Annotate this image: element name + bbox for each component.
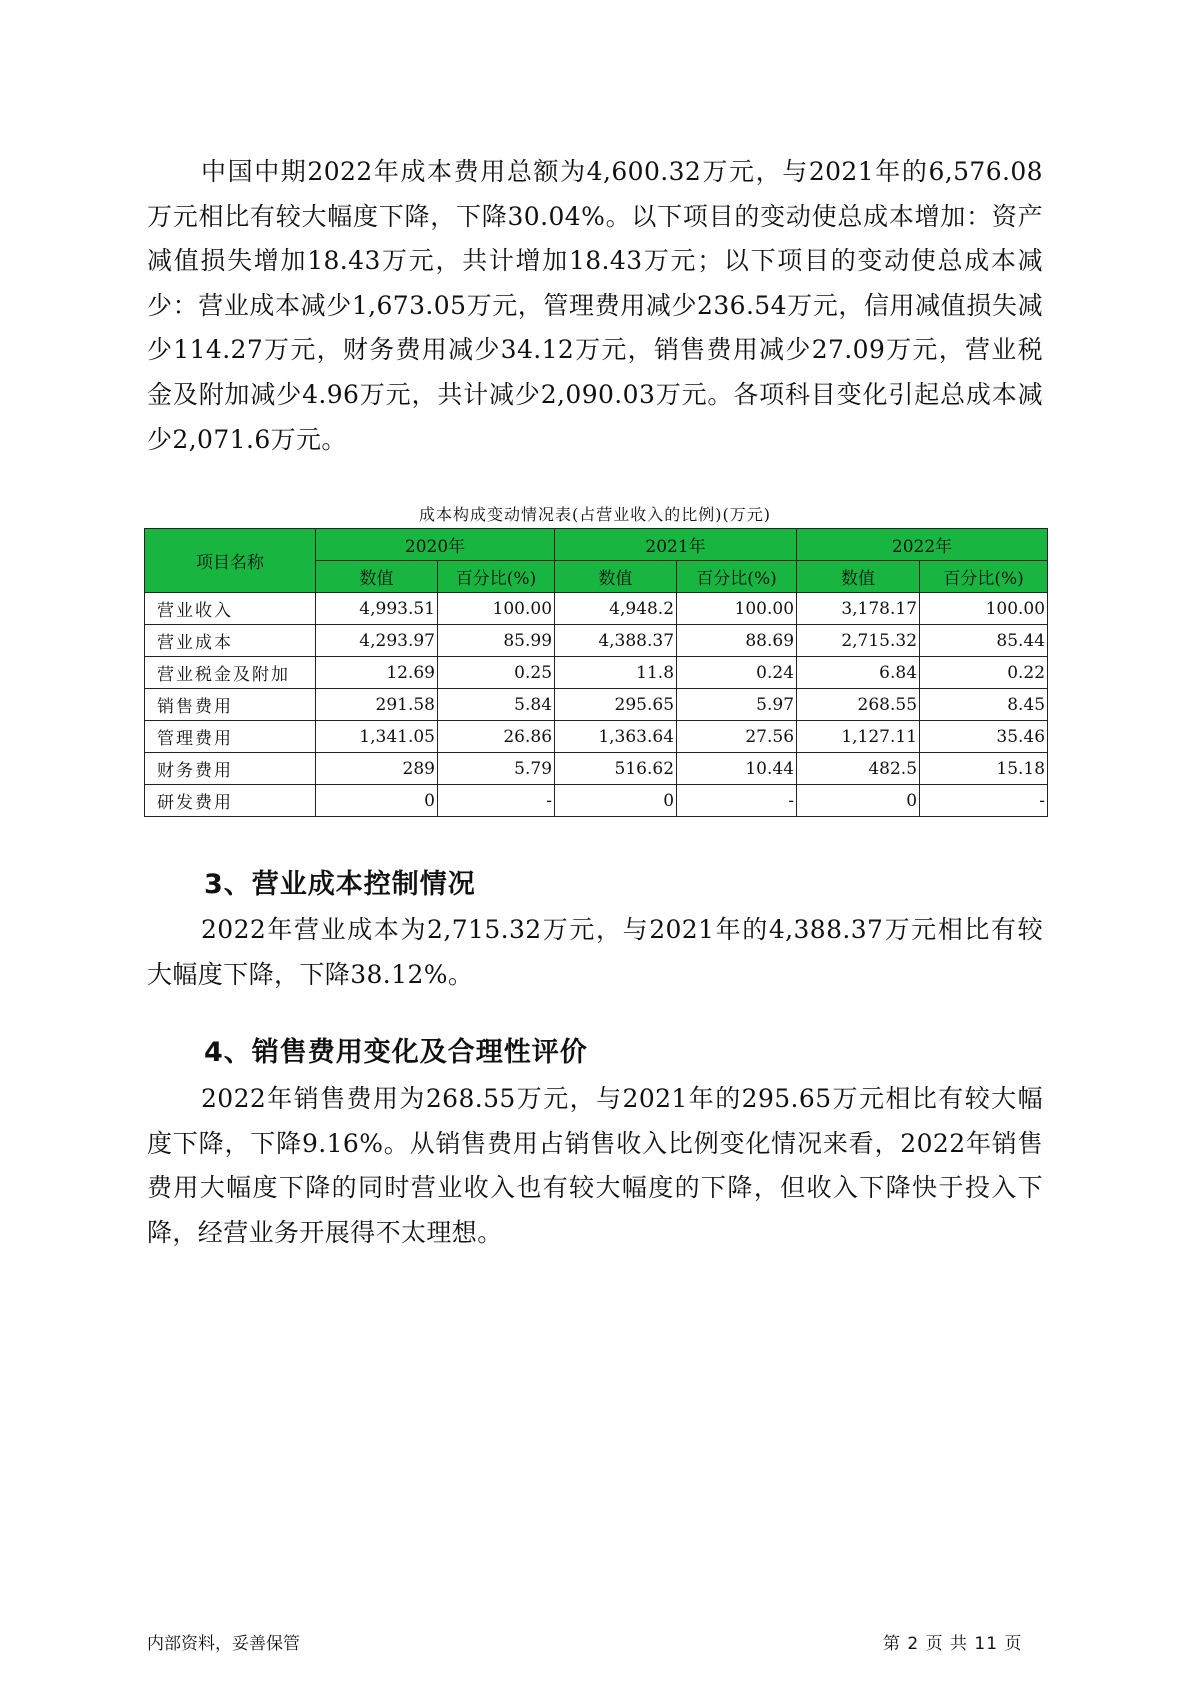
percent-cell: 88.69 (677, 625, 797, 657)
value-cell: 12.69 (316, 657, 438, 689)
section-heading-cost-control: 3、营业成本控制情况 (204, 869, 476, 900)
value-cell: 4,948.2 (555, 593, 677, 625)
value-cell: 1,127.11 (797, 721, 920, 753)
percent-cell: 5.97 (677, 689, 797, 721)
table-row (145, 753, 1048, 785)
row-label: 销售费用 (145, 689, 316, 721)
header-value: 数值 (555, 561, 677, 593)
header-year-2020: 2020年 (316, 529, 555, 561)
value-cell: 4,993.51 (316, 593, 438, 625)
sales-expense-paragraph: 2022年销售费用为268.55万元，与2021年的295.65万元相比有较大幅度下降，下降9.16%。从销售费用占销售收入比例变化情况来看，2022年销售费用大幅度下降的同时营业收入也有较大幅度的下降，但收入下降快于投入下降，经营业务开展得不太理想。 (147, 1084, 1043, 1247)
percent-cell: 85.99 (438, 625, 555, 657)
percent-cell: 5.79 (438, 753, 555, 785)
row-label: 营业税金及附加 (145, 657, 316, 689)
percent-cell: - (677, 785, 797, 817)
value-cell: 0 (555, 785, 677, 817)
footer-confidential-note: 内部资料，妥善保管 (147, 1634, 300, 1654)
value-cell: 6.84 (797, 657, 920, 689)
percent-cell: 15.18 (920, 753, 1048, 785)
header-percent: 百分比(%) (677, 561, 797, 593)
header-percent: 百分比(%) (438, 561, 555, 593)
percent-cell: 5.84 (438, 689, 555, 721)
value-cell: 2,715.32 (797, 625, 920, 657)
value-cell: 289 (316, 753, 438, 785)
percent-cell: 100.00 (677, 593, 797, 625)
value-cell: 291.58 (316, 689, 438, 721)
header-item-name: 项目名称 (145, 529, 316, 593)
cost-control-paragraph: 2022年营业成本为2,715.32万元，与2021年的4,388.37万元相比有较大幅度下降，下降38.12%。 (147, 915, 1043, 989)
row-label: 营业收入 (145, 593, 316, 625)
percent-cell: 0.24 (677, 657, 797, 689)
percent-cell: 85.44 (920, 625, 1048, 657)
value-cell: 0 (316, 785, 438, 817)
cost-structure-table (144, 528, 1048, 817)
header-value: 数值 (316, 561, 438, 593)
table-caption: 成本构成变动情况表(占营业收入的比例)(万元) (419, 505, 771, 524)
value-cell: 0 (797, 785, 920, 817)
intro-paragraph: 中国中期2022年成本费用总额为4,600.32万元，与2021年的6,576.08万元相比有较大幅度下降，下降30.04%。以下项目的变动使总成本增加：资产减值损失增加18.43万元，共计增加18.43万元；以下项目的变动使总成本减少：营业成本减少1,673.05万元，管理费用减少236.54万元，信用减值损失减少114.27万元，财务费用减少34.12万元，销售费用减少27.09万元，营业税金及附加减少4.96万元，共计减少2,090.03万元。各项科目变化引起总成本减少2,071.6万元。 (147, 157, 1043, 454)
table-row (145, 721, 1048, 753)
percent-cell: 27.56 (677, 721, 797, 753)
header-year-2021: 2021年 (555, 529, 797, 561)
value-cell: 1,341.05 (316, 721, 438, 753)
percent-cell: 100.00 (438, 593, 555, 625)
footer-page-number: 第 2 页 共 11 页 (883, 1634, 1023, 1654)
value-cell: 295.65 (555, 689, 677, 721)
percent-cell: - (920, 785, 1048, 817)
percent-cell: 26.86 (438, 721, 555, 753)
header-percent: 百分比(%) (920, 561, 1048, 593)
value-cell: 4,388.37 (555, 625, 677, 657)
table-row (145, 593, 1048, 625)
percent-cell: 0.22 (920, 657, 1048, 689)
row-label: 研发费用 (145, 785, 316, 817)
value-cell: 3,178.17 (797, 593, 920, 625)
value-cell: 11.8 (555, 657, 677, 689)
percent-cell: 0.25 (438, 657, 555, 689)
table-row (145, 657, 1048, 689)
percent-cell: 35.46 (920, 721, 1048, 753)
percent-cell: 100.00 (920, 593, 1048, 625)
row-label: 管理费用 (145, 721, 316, 753)
value-cell: 268.55 (797, 689, 920, 721)
table-row (145, 689, 1048, 721)
table-body (145, 593, 1048, 817)
percent-cell: 10.44 (677, 753, 797, 785)
percent-cell: 8.45 (920, 689, 1048, 721)
section-heading-sales-expense: 4、销售费用变化及合理性评价 (204, 1037, 588, 1068)
header-year-2022: 2022年 (797, 529, 1048, 561)
table-row (145, 785, 1048, 817)
header-value: 数值 (797, 561, 920, 593)
value-cell: 482.5 (797, 753, 920, 785)
percent-cell: - (438, 785, 555, 817)
value-cell: 1,363.64 (555, 721, 677, 753)
table-row (145, 625, 1048, 657)
value-cell: 516.62 (555, 753, 677, 785)
row-label: 财务费用 (145, 753, 316, 785)
value-cell: 4,293.97 (316, 625, 438, 657)
row-label: 营业成本 (145, 625, 316, 657)
